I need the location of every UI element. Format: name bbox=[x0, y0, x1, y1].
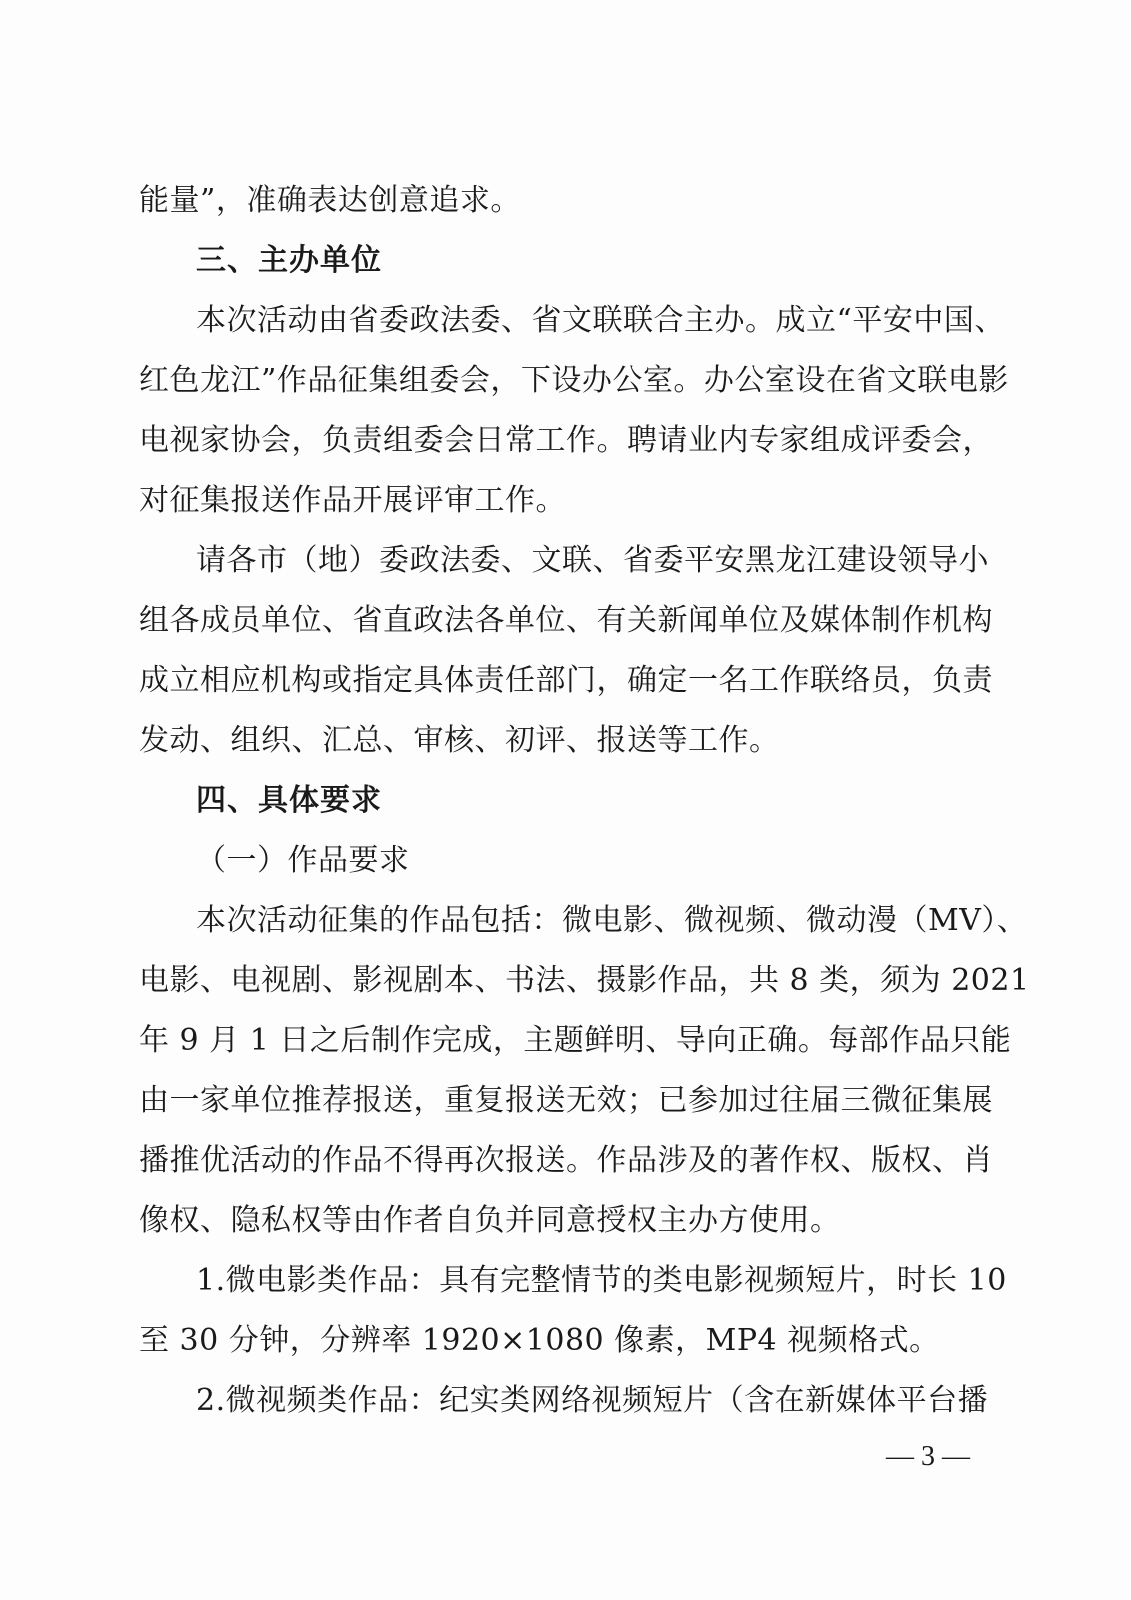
body-text-line: 电视家协会，负责组委会日常工作。聘请业内专家组成评委会， bbox=[139, 423, 993, 458]
body-text-line: 本次活动征集的作品包括：微电影、微视频、微动漫（MV）、 bbox=[196, 903, 1028, 938]
body-text-line: 能量”，准确表达创意追求。 bbox=[139, 183, 521, 218]
body-text-line: 成立相应机构或指定具体责任部门，确定一名工作联络员，负责 bbox=[139, 663, 993, 698]
body-text-line: 播推优活动的作品不得再次报送。作品涉及的著作权、版权、肖 bbox=[139, 1143, 993, 1178]
body-text-line: 像权、隐私权等由作者自负并同意授权主办方使用。 bbox=[139, 1203, 841, 1238]
section-heading: 三、主办单位 bbox=[196, 243, 382, 278]
body-text-line: 请各市（地）委政法委、文联、省委平安黑龙江建设领导小 bbox=[196, 543, 989, 578]
body-text-line: 对征集报送作品开展评审工作。 bbox=[139, 483, 566, 518]
body-text-line: 发动、组织、汇总、审核、初评、报送等工作。 bbox=[139, 723, 780, 758]
body-text-line: 2.微视频类作品：纪实类网络视频短片（含在新媒体平台播 bbox=[196, 1383, 989, 1418]
body-text-line: 年 9 月 1 日之后制作完成，主题鲜明、导向正确。每部作品只能 bbox=[139, 1023, 1012, 1058]
body-text-line: 至 30 分钟，分辨率 1920×1080 像素，MP4 视频格式。 bbox=[139, 1323, 940, 1358]
body-text-line: 1.微电影类作品：具有完整情节的类电影视频短片，时长 10 bbox=[196, 1263, 1007, 1298]
section-heading: 四、具体要求 bbox=[196, 783, 382, 818]
page-number: — 3 — bbox=[886, 1441, 970, 1472]
body-text-line: 红色龙江”作品征集组委会，下设办公室。办公室设在省文联电影 bbox=[139, 363, 1009, 398]
body-text-line: 由一家单位推荐报送，重复报送无效；已参加过往届三微征集展 bbox=[139, 1083, 993, 1118]
body-text-line: 电影、电视剧、影视剧本、书法、摄影作品，共 8 类，须为 2021 bbox=[139, 963, 1030, 998]
body-text-line: 组各成员单位、省直政法各单位、有关新闻单位及媒体制作机构 bbox=[139, 603, 993, 638]
subsection-heading: （一）作品要求 bbox=[196, 843, 410, 878]
body-text-line: 本次活动由省委政法委、省文联联合主办。成立“平安中国、 bbox=[196, 303, 1005, 338]
